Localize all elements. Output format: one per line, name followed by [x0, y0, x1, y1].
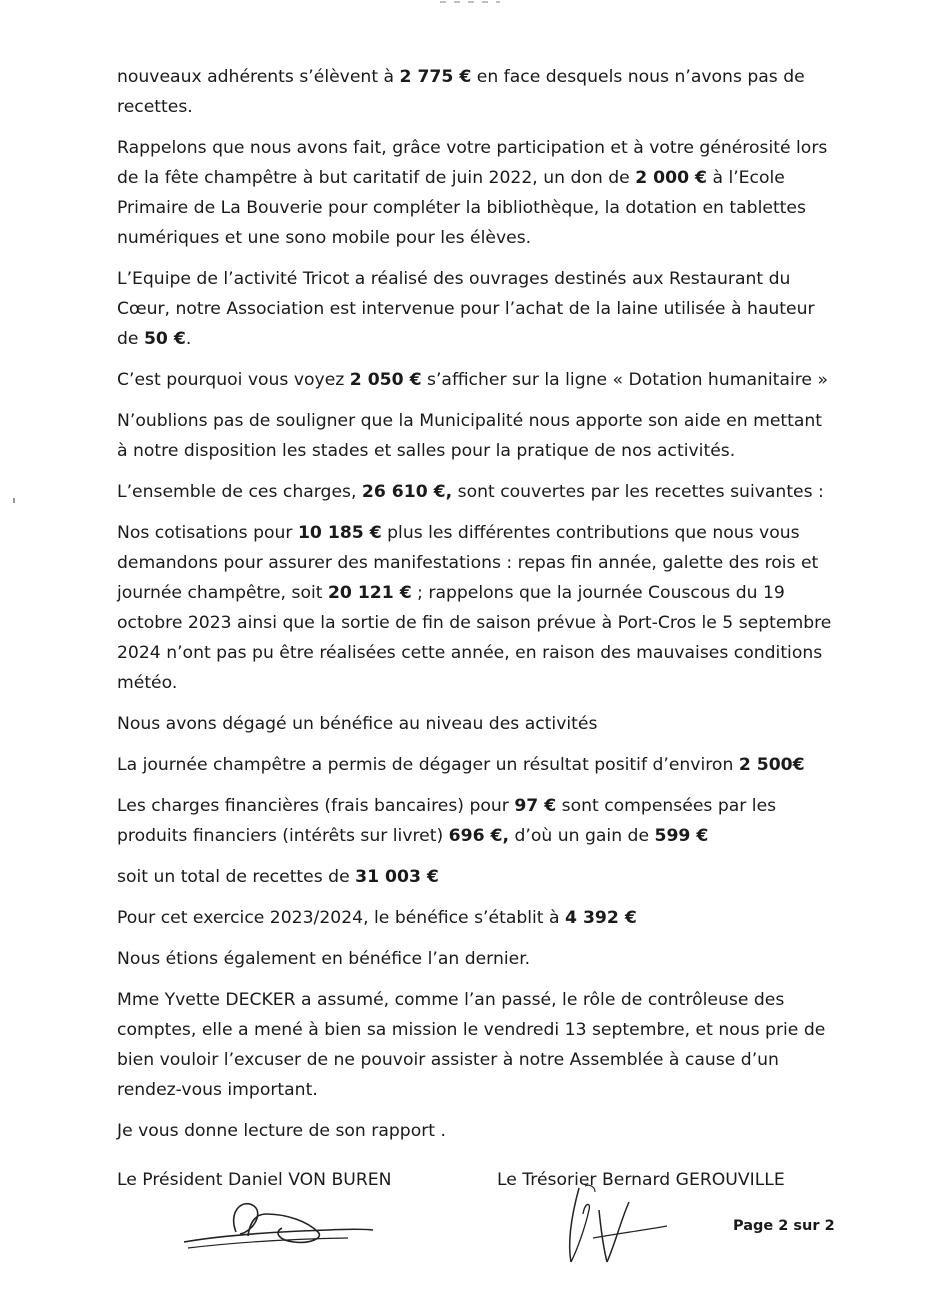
text-run: L’Equipe de l’activité Tricot a réalisé des ouvrages destinés aux Restaurant du Cœur, notre Association est intervenue pour l’achat de la laine utilisée à hauteur de	[117, 269, 815, 349]
treasurer-signature-label: Le Trésorier Bernard GEROUVILLE	[497, 1170, 785, 1190]
text-run: sont compensées par les produits financiers (intérêts sur livret)	[117, 796, 777, 846]
text-run: Mme Yvette DECKER a assumé, comme l’an passé, le rôle de contrôleuse des comptes, elle a mené à bien sa mission le vendredi 13 septembre, et nous prie de bien vouloir l’excuser de ne pouvoir assister à notre Assemblée à cause d’un rendez-vous important.	[117, 990, 826, 1100]
text-run: Nous avons dégagé un bénéfice au niveau des activités	[117, 714, 598, 734]
amount-figure: 2 050 €	[349, 370, 422, 390]
text-run: Rappelons que nous avons fait, grâce votre participation et à votre générosité lors de la fête champêtre à but caritatif de juin 2022, un don de	[117, 138, 828, 188]
amount-figure: 50 €	[143, 329, 186, 349]
text-run: Nos cotisations pour	[117, 523, 298, 543]
amount-figure: 10 185 €	[297, 523, 382, 543]
amount-figure: 599 €	[654, 826, 709, 846]
paragraph-p9	[117, 750, 832, 780]
amount-figure: 31 003 €	[355, 867, 439, 887]
amount-figure: 2 500€	[738, 755, 805, 775]
paragraph-p5	[117, 406, 832, 466]
text-run: d’où un gain de	[509, 826, 655, 846]
amount-figure: 97 €	[514, 796, 557, 816]
treasurer-signature-icon	[555, 1180, 675, 1270]
paragraph-p10	[117, 791, 832, 851]
paragraph-p6	[117, 477, 832, 507]
paragraph-p7	[117, 518, 832, 698]
text-run: s’afficher sur la ligne « Dotation humanitaire »	[421, 370, 828, 390]
amount-figure: 2 000 €	[635, 168, 707, 188]
text-run: en face desquels nous n’avons pas de recettes.	[117, 67, 805, 117]
page-number: Page 2 sur 2	[733, 1218, 835, 1234]
text-run: Les charges financières (frais bancaires) pour	[117, 796, 515, 816]
amount-figure: 26 610 €,	[361, 482, 453, 502]
president-signature-label: Le Président Daniel VON BUREN	[117, 1170, 392, 1190]
letter-body	[117, 62, 832, 1157]
paragraph-p11	[117, 862, 832, 892]
president-signature-icon	[178, 1192, 378, 1262]
amount-figure: 20 121 €	[327, 583, 412, 603]
paragraph-p13	[117, 944, 832, 974]
amount-figure: 696 €,	[448, 826, 510, 846]
paragraph-p8	[117, 709, 832, 739]
paragraph-p4	[117, 365, 832, 395]
text-run: C’est pourquoi vous voyez	[117, 370, 350, 390]
paragraph-p3	[117, 264, 832, 354]
text-run: Nous étions également en bénéfice l’an dernier.	[117, 949, 531, 969]
paragraph-p2	[117, 133, 832, 253]
paragraph-p15	[117, 1116, 832, 1146]
text-run: .	[185, 329, 192, 349]
text-run: nouveaux adhérents s’élèvent à	[117, 67, 400, 87]
paragraph-p12	[117, 903, 832, 933]
text-run: sont couvertes par les recettes suivantes :	[452, 482, 824, 502]
text-run: plus les différentes contributions que nous vous demandons pour assurer des manifestations : repas fin année, galette des rois et journée champêtre, soit	[117, 523, 819, 603]
text-run: Pour cet exercice 2023/2024, le bénéfice s’établit à	[117, 908, 566, 928]
paragraph-p14	[117, 985, 832, 1105]
text-run: Je vous donne lecture de son rapport .	[117, 1121, 446, 1141]
amount-figure: 4 392 €	[565, 908, 637, 928]
text-run: ; rappelons que la journée Couscous du 19 octobre 2023 ainsi que la sortie de fin de saison prévue à Port-Cros le 5 septembre 2024 n’ont pas pu être réalisées cette année, en raison des mauvaises conditions météo.	[117, 583, 832, 693]
text-run: N’oublions pas de souligner que la Municipalité nous apporte son aide en mettant à notre disposition les stades et salles pour la pratique de nos activités.	[117, 411, 823, 461]
text-run: soit un total de recettes de	[117, 867, 356, 887]
text-run: L’ensemble de ces charges,	[117, 482, 362, 502]
paragraph-p1	[117, 62, 832, 122]
amount-figure: 2 775 €	[399, 67, 472, 87]
text-run: La journée champêtre a permis de dégager un résultat positif d’environ	[117, 755, 739, 775]
text-run: à l’Ecole Primaire de La Bouverie pour compléter la bibliothèque, la dotation en tablettes numériques et une sono mobile pour les élèves.	[117, 168, 806, 248]
